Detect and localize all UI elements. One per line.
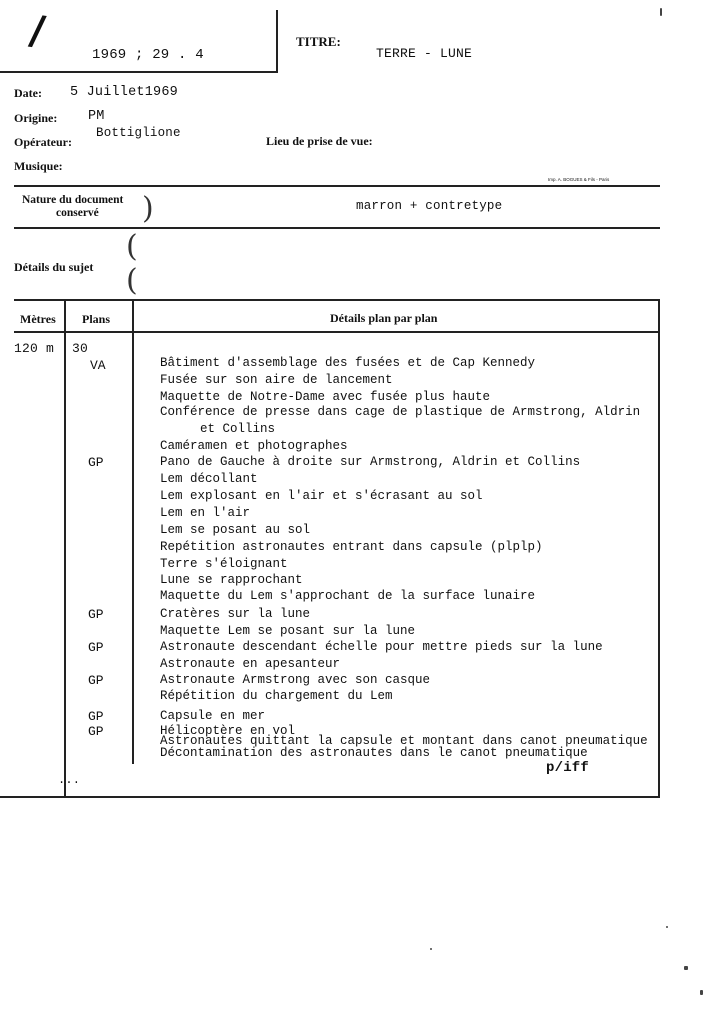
table-right-border	[658, 300, 660, 797]
date-value: 5 Juillet1969	[70, 85, 178, 100]
plan-code: GP	[88, 709, 104, 724]
ref-number: 1969 ; 29 . 4	[92, 47, 204, 63]
plans-total: 30	[72, 341, 89, 356]
metres-value: 120 m	[14, 341, 55, 356]
detail-line: Astronaute en apesanteur	[160, 657, 341, 671]
scan-speck	[700, 990, 703, 995]
plan-code: GP	[88, 724, 104, 739]
table-bottom-border	[0, 796, 660, 798]
detail-line: Décontamination des astronautes dans le canot pneumatique	[160, 746, 588, 760]
detail-line: Pano de Gauche à droite sur Armstrong, Aldrin et Collins	[160, 455, 581, 469]
end-mark: p/iff	[546, 760, 590, 776]
ref-slash-mark: /	[26, 7, 48, 55]
table-col-divider-2	[132, 300, 134, 764]
detail-line: Repétition astronautes entrant dans capsule (plplp)	[160, 540, 543, 554]
origine-value: PM	[88, 109, 105, 124]
detail-line: Lune se rapprochant	[160, 573, 303, 587]
scan-speck	[684, 966, 688, 970]
operateur-value: Bottiglione	[96, 126, 181, 140]
detail-line: Astronaute descendant échelle pour mettre pieds sur la lune	[160, 640, 603, 654]
detail-line: Cratères sur la lune	[160, 607, 311, 621]
detail-line: Lem explosant en l'air et s'écrasant au sol	[160, 489, 483, 503]
origine-label: Origine:	[14, 111, 58, 125]
nature-bottom-border	[14, 227, 660, 229]
table-ellipsis: ...	[58, 773, 81, 787]
details-bracket-bottom: (	[126, 263, 138, 298]
nature-label-line1: Nature du document	[22, 194, 124, 206]
operateur-label: Opérateur:	[14, 135, 72, 149]
nature-label-line2: conservé	[56, 207, 99, 219]
detail-line: et Collins	[200, 422, 276, 436]
titre-value: TERRE - LUNE	[376, 46, 473, 61]
printer-mark: Imp. A. BOGUES & Fils - Paris	[548, 177, 610, 182]
plan-code: GP	[88, 640, 104, 655]
detail-line: Fusée sur son aire de lancement	[160, 373, 393, 387]
musique-label: Musique:	[14, 159, 63, 173]
detail-line: Lem se posant au sol	[160, 523, 311, 537]
ref-box-right-border	[276, 10, 278, 72]
detail-line: Astronaute Armstrong avec son casque	[160, 673, 431, 687]
nature-bracket: )	[142, 191, 154, 226]
scan-speck	[430, 948, 432, 950]
scan-speck	[666, 926, 668, 928]
detail-line: Maquette Lem se posant sur la lune	[160, 624, 416, 638]
detail-line: Maquette de Notre-Dame avec fusée plus haute	[160, 390, 491, 404]
table-header-bottom-border	[14, 331, 660, 333]
detail-line: Maquette du Lem s'approchant de la surface lunaire	[160, 589, 536, 603]
details-bracket-top: (	[126, 229, 138, 264]
titre-label: TITRE:	[296, 34, 341, 49]
plan-code: GP	[88, 673, 104, 688]
lieu-label: Lieu de prise de vue:	[266, 134, 373, 148]
details-sujet-label: Détails du sujet	[14, 260, 94, 274]
col-details-header: Détails plan par plan	[330, 311, 438, 325]
detail-line: Terre s'éloignant	[160, 557, 288, 571]
detail-line: Lem décollant	[160, 472, 258, 486]
detail-line: Bâtiment d'assemblage des fusées et de Cap Kennedy	[160, 356, 536, 370]
detail-line: Hélicoptère en vol	[160, 724, 296, 738]
detail-line: Astronautes quittant la capsule et montant dans canot pneumatique	[160, 734, 648, 748]
plan-code: GP	[88, 607, 104, 622]
detail-line: Lem en l'air	[160, 506, 251, 520]
nature-top-border	[14, 185, 660, 187]
col-plans-header: Plans	[82, 312, 111, 326]
scan-speck	[660, 8, 662, 16]
nature-value: marron + contretype	[356, 199, 503, 213]
detail-line: Caméramen et photographes	[160, 439, 348, 453]
detail-line: Capsule en mer	[160, 709, 266, 723]
ref-box-bottom-border	[0, 71, 278, 73]
table-col-divider-1	[64, 300, 66, 797]
detail-line: Répétition du chargement du Lem	[160, 689, 393, 703]
details-bottom-border	[14, 299, 660, 301]
plan-code: GP	[88, 455, 104, 470]
col-metres-header: Mètres	[20, 312, 56, 326]
plan-code: VA	[90, 358, 106, 373]
date-label: Date:	[14, 86, 42, 100]
detail-line: Conférence de presse dans cage de plastique de Armstrong, Aldrin	[160, 405, 641, 419]
